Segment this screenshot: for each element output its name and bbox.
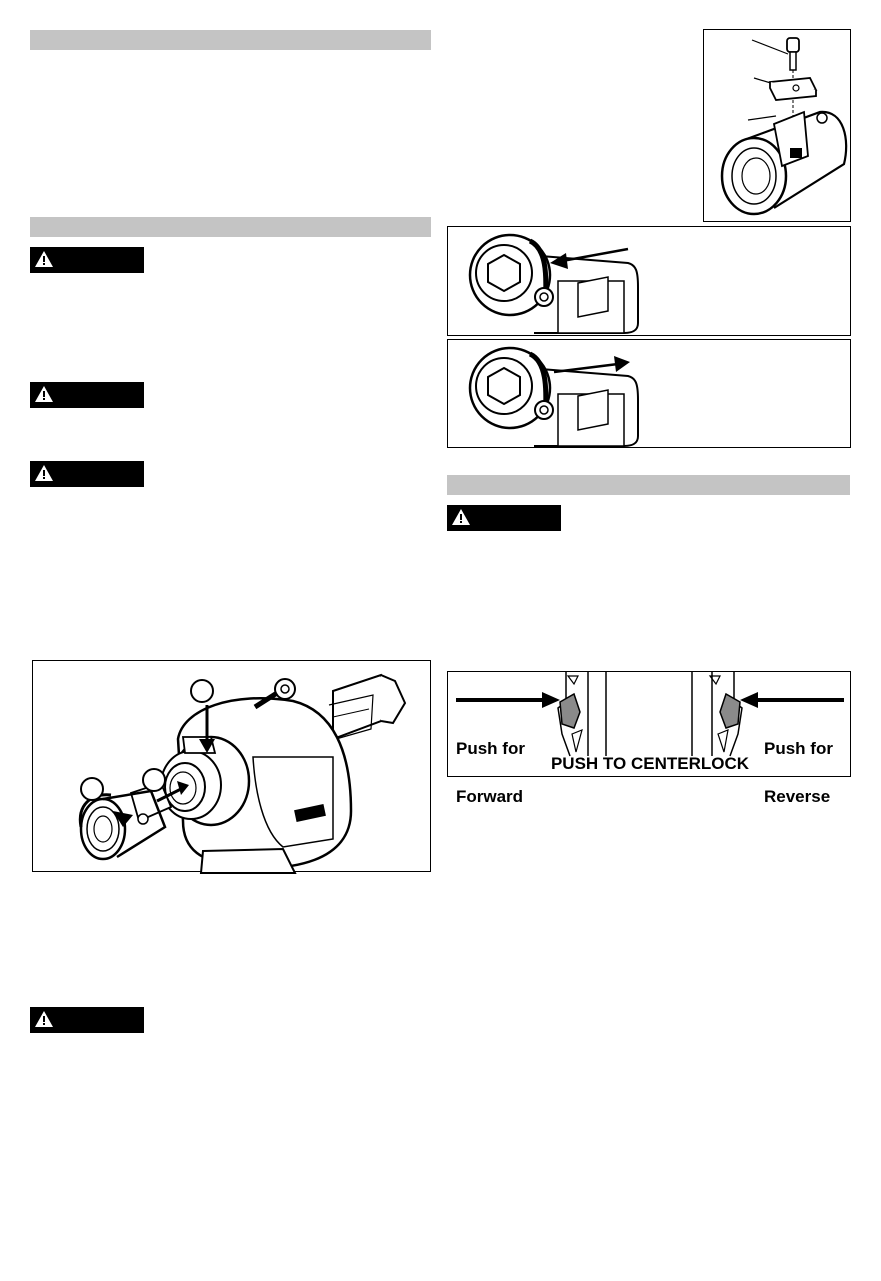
tool-head-figure — [32, 660, 431, 872]
warning-label — [30, 461, 144, 487]
push-reverse-line1: Push for — [764, 739, 833, 758]
warning-triangle-icon — [451, 508, 471, 526]
arrow-icon — [614, 356, 630, 372]
callout-circle-icon — [191, 680, 213, 702]
warning-triangle-icon — [34, 464, 54, 482]
warning-triangle-icon — [34, 1010, 54, 1028]
push-forward-line1: Push for — [456, 739, 525, 758]
callout-circle-icon — [143, 769, 165, 791]
arrow-icon — [542, 692, 560, 708]
push-reverse-label — [764, 709, 833, 837]
head-screw-figure — [703, 29, 851, 222]
section-heading-bar — [30, 30, 431, 50]
push-forward-label — [456, 709, 525, 837]
warning-triangle-icon — [34, 385, 54, 403]
section-heading-bar — [30, 217, 431, 237]
direction-selector-figure — [447, 671, 851, 806]
warning-label — [447, 505, 561, 531]
push-forward-line2: Forward — [456, 787, 524, 806]
screw-tighten-detail-figure — [447, 339, 851, 448]
warning-label — [30, 1007, 144, 1033]
section-heading-bar — [447, 475, 850, 495]
screw-tighten-detail-illustration — [448, 340, 852, 449]
push-to-centerlock-label: PUSH TO CENTERLOCK — [550, 754, 750, 773]
push-reverse-line2: Reverse — [764, 787, 831, 806]
warning-triangle-icon — [34, 250, 54, 268]
head-screw-illustration — [704, 30, 852, 223]
warning-label — [30, 247, 144, 273]
arrow-icon — [740, 692, 758, 708]
tool-head-illustration — [33, 661, 432, 873]
warning-label — [30, 382, 144, 408]
callout-circle-icon — [81, 778, 103, 800]
screw-loosen-detail-figure — [447, 226, 851, 336]
screw-loosen-detail-illustration — [448, 227, 852, 337]
